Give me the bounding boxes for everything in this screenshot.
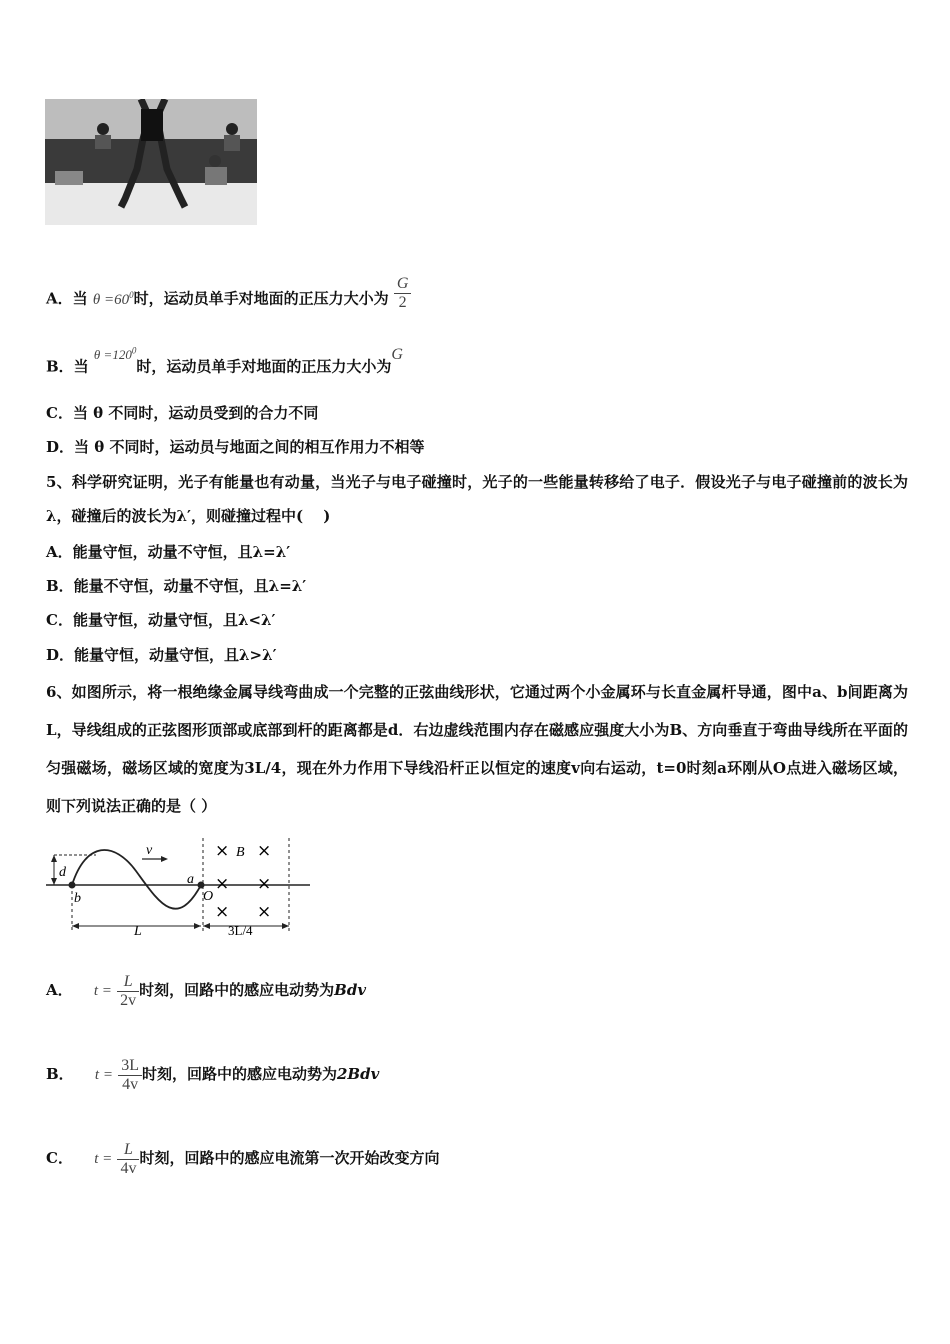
fig-label-o: O xyxy=(203,889,214,904)
field-cross: × xyxy=(257,902,272,922)
q6-option-a xyxy=(46,965,366,1016)
fig-label-width: 3L/4 xyxy=(228,923,253,938)
q6-option-a-label: A． xyxy=(46,981,73,999)
q4-option-a-label: A．当 xyxy=(46,289,88,308)
q4-option-b-cond-text: θ =120 xyxy=(93,347,132,363)
q4-option-b-text: 时，运动员单手对地面的正压力大小为 xyxy=(136,357,392,376)
q5-stem: 5、科学研究证明，光子有能量也有动量，当光子与电子碰撞时，光子的一些能量转移给了电子．假设光子与电子碰撞前的波长为λ，碰撞后的波长为λ′，则碰撞过程中( ) xyxy=(46,473,908,525)
q6-option-c xyxy=(46,1133,439,1184)
fig-label-b: b xyxy=(74,891,81,906)
q4-option-a-frac-num: G xyxy=(394,275,412,294)
q6-option-c-fraction xyxy=(117,1141,139,1178)
field-cross: × xyxy=(257,841,272,861)
q6-option-b-num: 3L xyxy=(118,1057,142,1076)
q4-option-b-value: G xyxy=(391,346,403,364)
fig-label-b-field: B xyxy=(236,845,245,860)
q6-option-a-den: 2v xyxy=(120,991,137,1009)
q4-option-a-condition xyxy=(92,289,134,308)
q6-stem: 6、如图所示，将一根绝缘金属导线弯曲成一个完整的正弦曲线形状，它通过两个小金属环与长直金属杆导通，图中a、b间距离为L，导线组成的正弦图形顶部或底部到杆的距离都是d．右边虚线范围内存在磁感应强度大小为B、方向垂直于弯曲导线所在平面的匀强磁场，磁场区域的宽度为3L/4，现在外力作用下导线沿杆正以恒定的速度v向右运动，t=0时刻a环刚从O点进入磁场区域，则下列说法正确的是（ ） xyxy=(46,683,908,815)
q5-option-c: C．能量守恒，动量守恒，且λ<λ′ xyxy=(46,611,276,629)
q4-option-a-cond-sup: 0 xyxy=(129,289,134,300)
q6-option-b-label: B． xyxy=(46,1065,74,1083)
q4-option-a xyxy=(46,275,411,318)
q6-option-b-text: 时刻，回路中的感应电动势为 xyxy=(141,1065,337,1083)
q6-option-a-fraction xyxy=(117,973,139,1010)
q4-option-a-cond-text: θ =60 xyxy=(92,291,130,308)
q6-option-a-value: Bdv xyxy=(334,981,367,999)
q4-option-d: D．当 θ 不同时，运动员与地面之间的相互作用力不相等 xyxy=(46,438,425,456)
field-cross: × xyxy=(215,902,230,922)
q6-option-b xyxy=(46,1049,379,1100)
gymnast-image xyxy=(45,99,257,225)
gymnast-photo xyxy=(45,99,257,225)
q6-option-a-t: t = xyxy=(93,983,112,999)
q4-option-a-text: 时，运动员单手对地面的正压力大小为 xyxy=(133,289,389,308)
q4-option-a-fraction xyxy=(394,275,412,312)
fig-label-v: v xyxy=(146,843,153,858)
q6-option-a-text: 时刻，回路中的感应电动势为 xyxy=(139,981,335,999)
q4-option-b-cond-sup: 0 xyxy=(131,346,137,356)
field-cross: × xyxy=(215,841,230,861)
q5-option-b: B．能量不守恒，动量不守恒，且λ=λ′ xyxy=(46,577,307,595)
q4-option-b-condition xyxy=(94,347,136,362)
q6-option-b-fraction xyxy=(118,1057,142,1094)
field-cross: × xyxy=(257,874,272,894)
q6-option-b-value: 2Bdv xyxy=(337,1065,380,1083)
q6-option-b-t: t = xyxy=(94,1067,113,1083)
q6-option-c-text: 时刻，回路中的感应电流第一次开始改变方向 xyxy=(139,1149,440,1167)
fig-label-l: L xyxy=(134,924,142,939)
field-cross: × xyxy=(215,874,230,894)
q6-option-c-num: L xyxy=(117,1141,139,1160)
q5-option-a: A．能量守恒，动量不守恒，且λ=λ′ xyxy=(46,543,291,561)
fig-label-d: d xyxy=(59,865,66,880)
q4-option-b-label: B．当 xyxy=(46,357,89,376)
q5-option-d: D．能量守恒，动量守恒，且λ>λ′ xyxy=(46,646,277,664)
q6-option-c-t: t = xyxy=(94,1151,113,1167)
q4-option-b xyxy=(46,346,403,377)
q6-figure xyxy=(46,836,316,940)
fig-label-a: a xyxy=(187,872,194,887)
q6-option-c-den: 4v xyxy=(120,1159,137,1177)
q4-option-c: C．当 θ 不同时，运动员受到的合力不同 xyxy=(46,404,319,422)
q6-option-b-den: 4v xyxy=(122,1075,139,1093)
sine-wire-diagram xyxy=(46,836,316,940)
q6-option-c-label: C． xyxy=(46,1149,73,1167)
q6-option-a-num: L xyxy=(117,973,139,992)
q4-option-a-frac-den: 2 xyxy=(398,294,407,311)
